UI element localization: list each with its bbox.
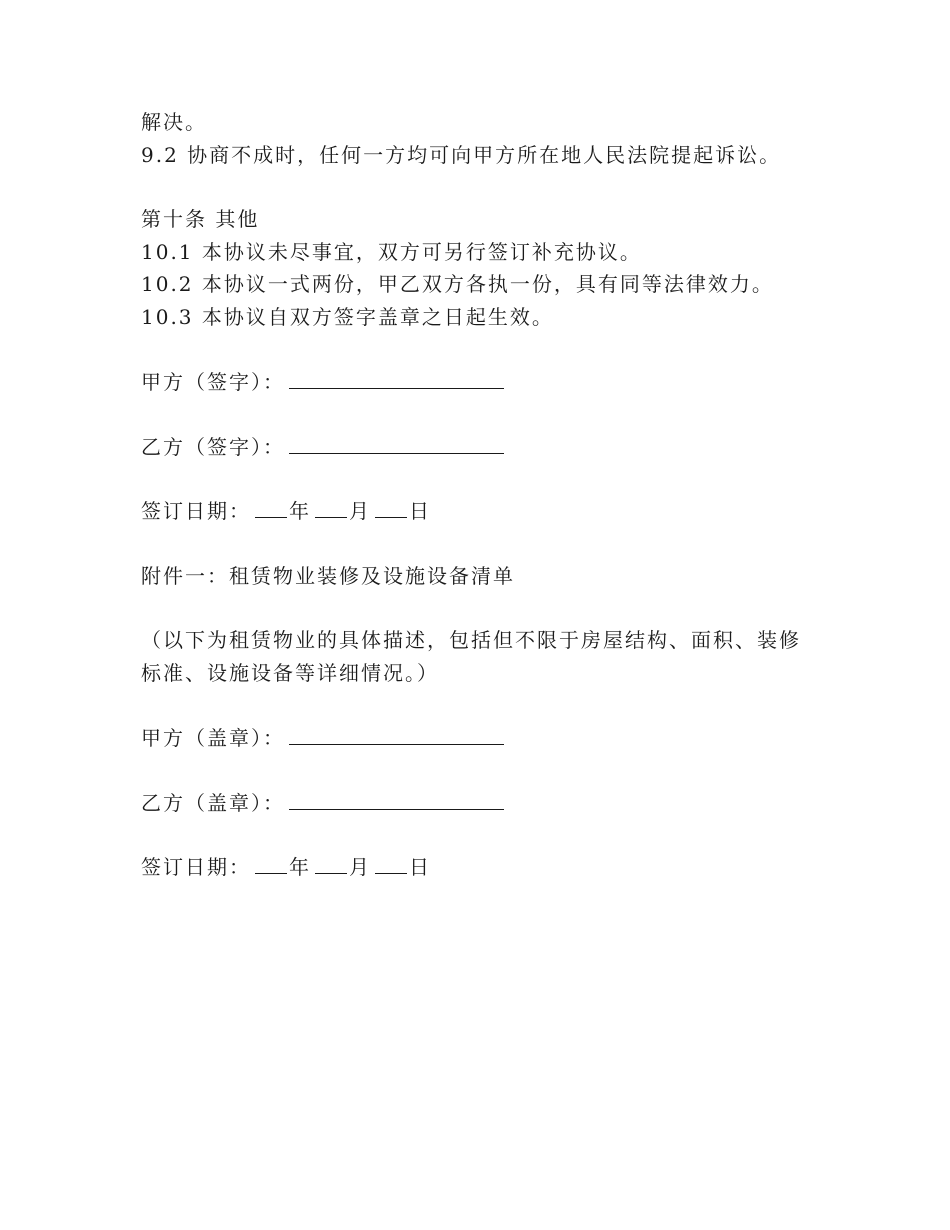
party-a-sign-blank[interactable]: [289, 370, 504, 389]
clause-10-2: 10.2 本协议一式两份，甲乙双方各执一份，具有同等法律效力。: [141, 272, 774, 296]
party-b-seal-label: 乙方（盖章）：: [141, 791, 285, 815]
day-label: 日: [409, 499, 431, 523]
month-blank[interactable]: [315, 855, 347, 874]
year-label: 年: [289, 855, 311, 879]
day-label: 日: [409, 855, 431, 879]
day-blank[interactable]: [375, 855, 407, 874]
month-label: 月: [349, 499, 371, 523]
clause-10-3: 10.3 本协议自双方签字盖章之日起生效。: [141, 305, 554, 329]
year-blank[interactable]: [255, 855, 287, 874]
party-b-seal-blank[interactable]: [289, 791, 504, 810]
signing-date-line: [141, 495, 431, 527]
article-10-title: 第十条 其他: [141, 207, 260, 231]
party-b-sign-label: 乙方（签字）：: [141, 435, 285, 459]
party-b-signature-line: [141, 431, 504, 463]
party-a-seal-line: [141, 722, 504, 754]
party-b-seal-line: [141, 787, 504, 819]
attachment-title: 附件一：租赁物业装修及设施设备清单: [141, 564, 515, 588]
date-label: 签订日期：: [141, 855, 251, 879]
party-a-sign-label: 甲方（签字）：: [141, 370, 285, 394]
attachment-desc-line-2: 标准、设施设备等详细情况。）: [141, 661, 439, 685]
party-a-seal-blank[interactable]: [289, 726, 504, 745]
attachment-signing-date-line: [141, 851, 431, 883]
party-b-sign-blank[interactable]: [289, 435, 504, 454]
day-blank[interactable]: [375, 499, 407, 518]
attachment-desc-line-1: （以下为租赁物业的具体描述，包括但不限于房屋结构、面积、装修: [141, 628, 801, 652]
month-blank[interactable]: [315, 499, 347, 518]
month-label: 月: [349, 855, 371, 879]
text-line: 解决。: [141, 110, 207, 134]
year-blank[interactable]: [255, 499, 287, 518]
clause-9-2: 9.2 协商不成时，任何一方均可向甲方所在地人民法院提起诉讼。: [141, 143, 782, 167]
clause-10-1: 10.1 本协议未尽事宜，双方可另行签订补充协议。: [141, 240, 642, 264]
year-label: 年: [289, 499, 311, 523]
date-label: 签订日期：: [141, 499, 251, 523]
party-a-seal-label: 甲方（盖章）：: [141, 726, 285, 750]
party-a-signature-line: [141, 366, 504, 398]
